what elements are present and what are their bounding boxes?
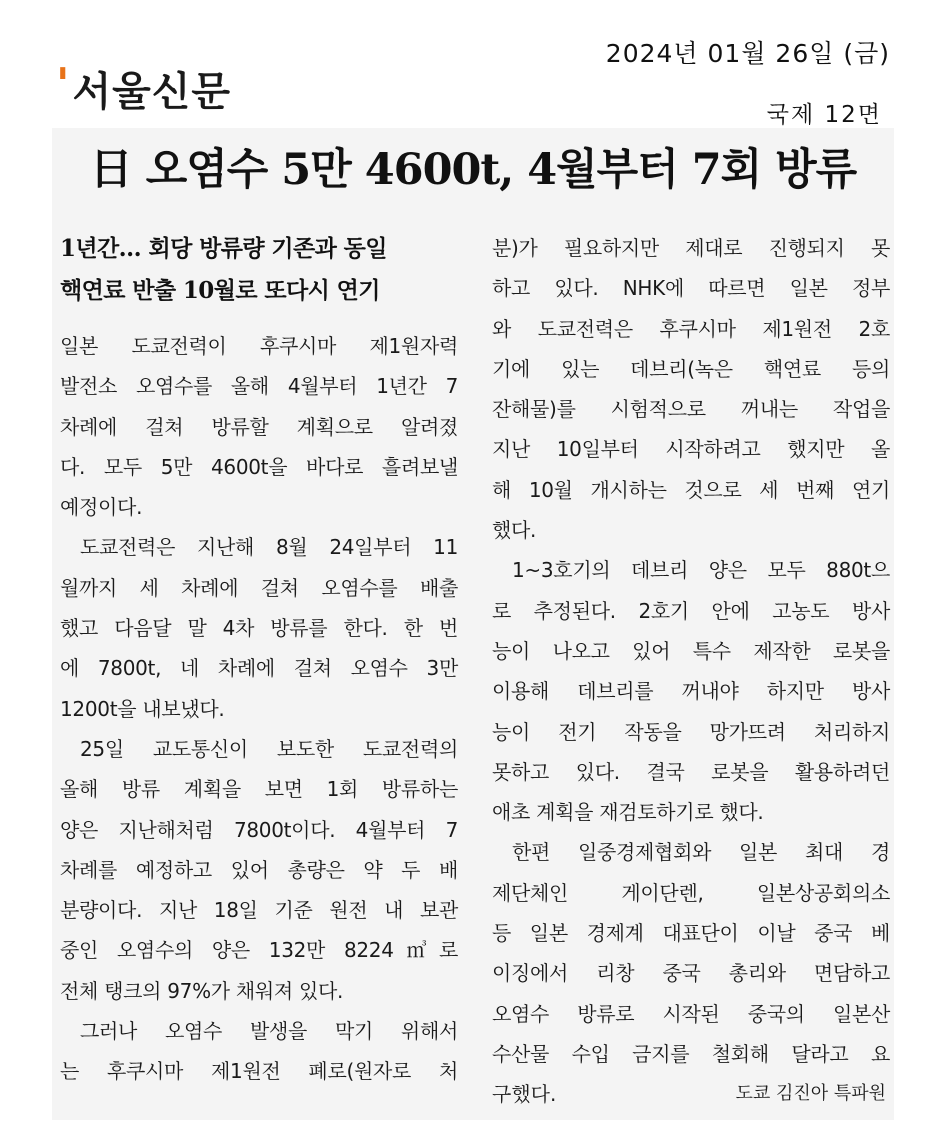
text-line: 도쿄전력은 지난해 8월 24일부터 11 (80, 535, 458, 560)
text-line: 못하고 있다. 결국 로봇을 활용하려던 (492, 759, 890, 784)
text-line: 이용해 데브리를 꺼내야 하지만 방사 (492, 679, 890, 704)
text-line: 월까지 세 차례에 걸쳐 오염수를 배출 (60, 575, 458, 600)
newspaper-logo (56, 60, 231, 117)
text-line: 그러나 오염수 발생을 막기 위해서 (80, 1019, 458, 1044)
text-line: 능이 전기 작동을 망가뜨려 처리하지 (492, 719, 890, 744)
right-column (492, 228, 890, 1115)
text-line: 올해 방류 계획을 보면 1회 방류하는 (60, 777, 458, 802)
subheading: 1년간… 회당 방류량 기존과 동일 (60, 235, 387, 262)
text-line: 양은 지난해처럼 7800t이다. 4월부터 7 (60, 817, 458, 842)
text-line: 수산물 수입 금지를 철회해 달라고 요 (492, 1041, 890, 1066)
text-line: 지난 10일부터 시작하려고 했지만 올 (492, 437, 890, 462)
text-line: 애초 계획을 재검토하기로 했다. (492, 800, 764, 825)
text-line: 예정이다. (60, 495, 143, 520)
text-line: 는 후쿠시마 제1원전 폐로(원자로 처 (60, 1059, 458, 1084)
headline: 日 오염수 5만 4600t, 4월부터 7회 방류 (89, 145, 857, 195)
text-line: 잔해물)를 시험적으로 꺼내는 작업을 (492, 397, 890, 422)
text-line: 중인 오염수의 양은 132만 8224㎥로 (60, 938, 458, 963)
newspaper-name: 서울신문 (72, 69, 232, 115)
subheadings (60, 228, 458, 312)
text-line: 한편 일중경제협회와 일본 최대 경 (512, 840, 890, 865)
text-line: 기에 있는 데브리(녹은 핵연료 등의 (492, 356, 890, 381)
text-line: 했다. (492, 518, 537, 543)
text-line: 분)가 필요하지만 제대로 진행되지 못 (492, 236, 890, 260)
text-line: 등 일본 경제계 대표단이 이날 중국 베 (492, 921, 890, 946)
section-page: 국제 12면 (766, 102, 882, 128)
publication-date: 2024년 01월 26일 (금) (605, 39, 890, 68)
text-line: 능이 나오고 있어 특수 제작한 로봇을 (492, 638, 890, 663)
text-line: 구했다. (492, 1082, 557, 1107)
text-line: 했고 다음달 말 4차 방류를 한다. 한 번 (60, 616, 458, 641)
byline: 도쿄 김진아 특파원 (735, 1083, 886, 1105)
text-line: 에 7800t, 네 차례에 걸쳐 오염수 3만 (60, 656, 458, 681)
subheading: 핵연료 반출 10월로 또다시 연기 (60, 277, 380, 304)
final-line (492, 1074, 890, 1114)
text-line: 차례에 걸쳐 방류할 계획으로 알려졌 (60, 414, 458, 439)
text-line: 1200t을 내보냈다. (60, 696, 225, 721)
text-line: 전체 탱크의 97%가 채워져 있다. (60, 978, 344, 1003)
left-column (60, 228, 458, 1092)
text-line: 와 도쿄전력은 후쿠시마 제1원전 2호 (492, 316, 890, 341)
text-line: 이징에서 리창 중국 총리와 면담하고 (492, 961, 890, 986)
text-line: 분량이다. 지난 18일 기준 원전 내 보관 (60, 898, 458, 923)
text-line: 일본 도쿄전력이 후쿠시마 제1원자력 (60, 334, 458, 358)
text-line: 제단체인 게이단렌, 일본상공회의소 (492, 880, 890, 905)
text-line: 하고 있다. NHK에 따르면 일본 정부 (492, 276, 890, 301)
text-line: 차례를 예정하고 있어 총량은 약 두 배 (60, 857, 458, 882)
article-clipping (52, 128, 894, 1120)
text-line: 다. 모두 5만 4600t을 바다로 흘려보낼 (60, 454, 458, 479)
text-line: 로 추정된다. 2호기 안에 고농도 방사 (492, 598, 890, 623)
text-line: 발전소 오염수를 올해 4월부터 1년간 7 (60, 374, 458, 399)
text-line: 해 10월 개시하는 것으로 세 번째 연기 (492, 477, 890, 502)
text-line: 25일 교도통신이 보도한 도쿄전력의 (80, 736, 458, 761)
logo-mark: ' (56, 59, 71, 110)
text-line: 오염수 방류로 시작된 중국의 일본산 (492, 1001, 890, 1026)
text-line: 1~3호기의 데브리 양은 모두 880t으 (512, 558, 890, 583)
